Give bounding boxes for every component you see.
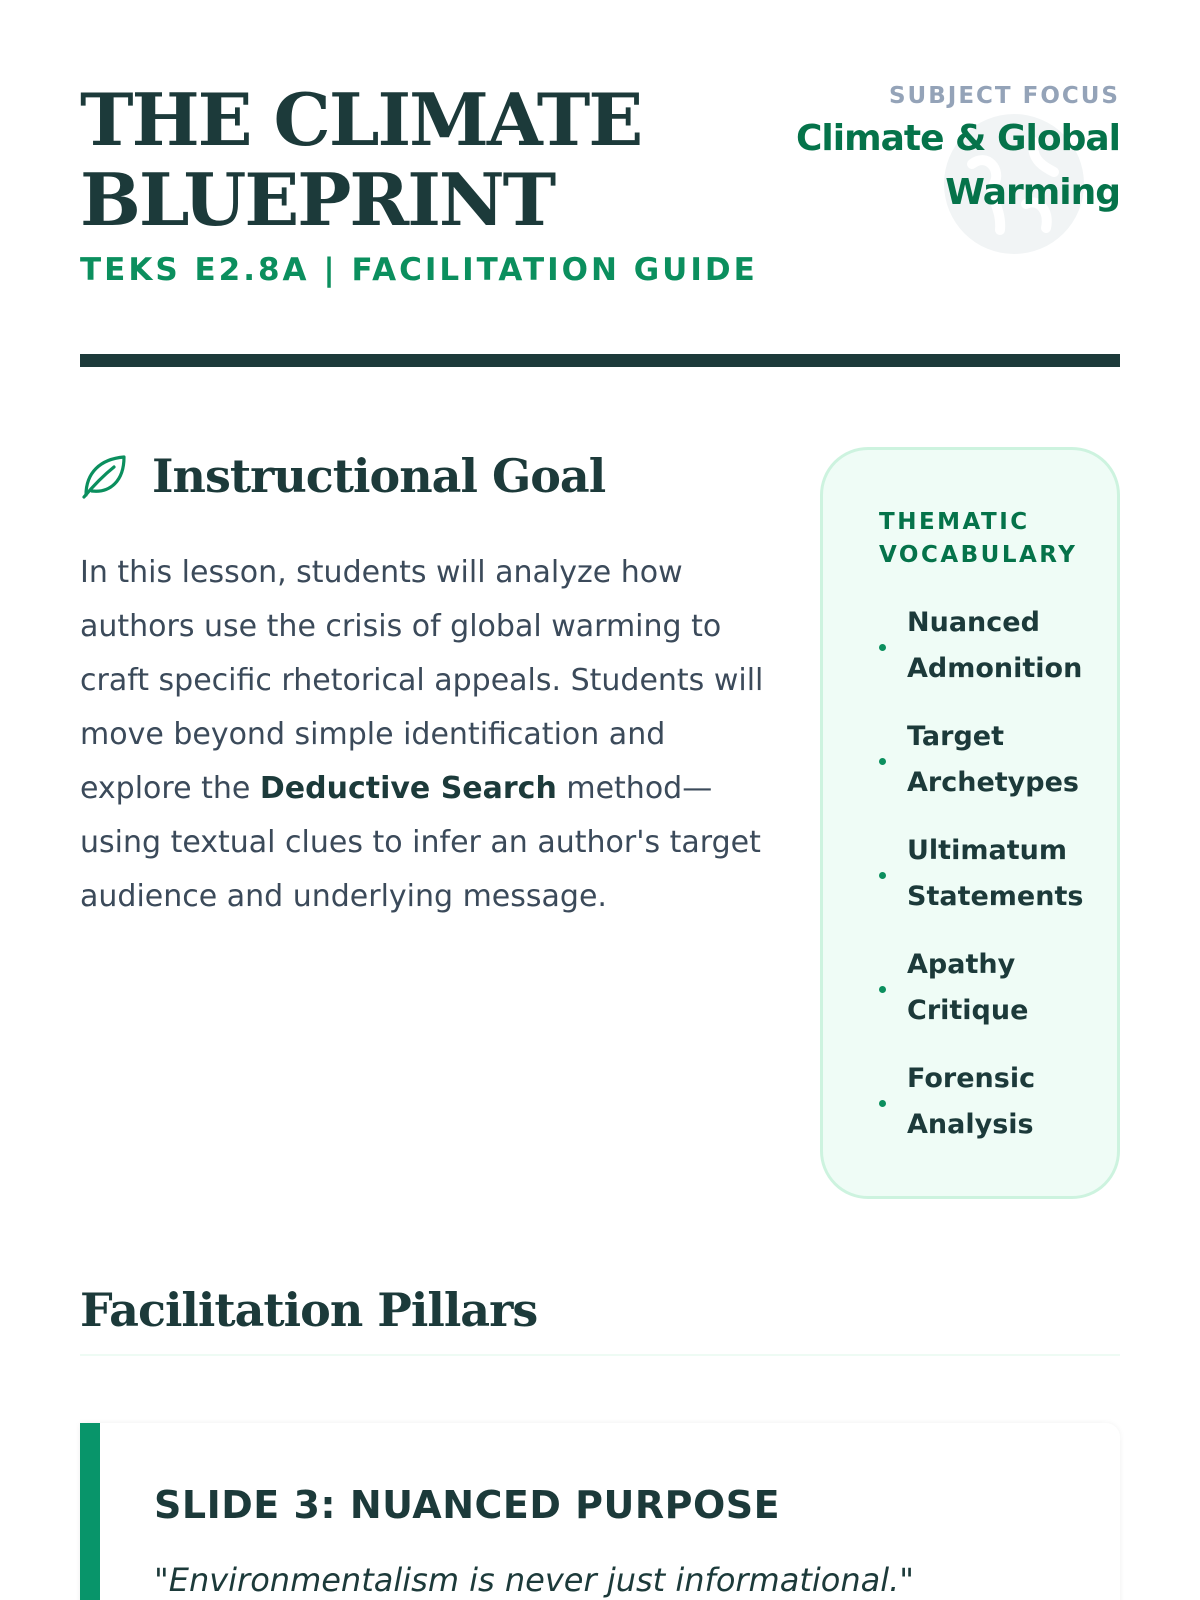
slide-card-quote: "Environmentalism is never just informational." (154, 1561, 915, 1599)
subject-focus-label: SUBJECT FOCUS (888, 83, 1120, 109)
vocabulary-list (879, 600, 1117, 1148)
vocabulary-item (879, 600, 1097, 692)
vocabulary-item (879, 942, 1097, 1034)
document-title: THE CLIMATE BLUEPRINT (80, 77, 642, 242)
subject-focus (740, 80, 1120, 220)
bullet-dot (879, 1100, 886, 1107)
bullet-dot (879, 986, 886, 993)
document-header (80, 77, 1120, 320)
section-rule (80, 1354, 1120, 1356)
page (80, 0, 1120, 1600)
instructional-goal-title: Instructional Goal (152, 449, 606, 503)
goal-body-emphasis: Deductive Search (259, 771, 557, 806)
vocabulary-item (879, 828, 1097, 920)
vocabulary-item (879, 1056, 1097, 1148)
vocabulary-term: Ultimatum Statements (907, 835, 1084, 912)
instructional-goal-body (80, 546, 770, 924)
facilitation-pillars-title: Facilitation Pillars (80, 1283, 538, 1337)
vocabulary-term: Apathy Critique (907, 949, 1029, 1026)
goal-body-intro: In this lesson, students will analyze how authors use the crisis of global warming to craft specific rhetorical appeals. Students will move beyond simple identification and explore the (80, 555, 764, 806)
goal-body-outro: method—using textual clues to infer an author's target audience and underlying message. (80, 771, 761, 914)
document-subtitle: TEKS E2.8A | FACILITATION GUIDE (80, 252, 758, 288)
vocabulary-term: Forensic Analysis (907, 1063, 1036, 1140)
bullet-dot (879, 872, 886, 879)
header-divider (80, 354, 1120, 367)
slide-accent-bar (80, 1423, 100, 1600)
thematic-vocabulary-card (820, 447, 1120, 1199)
subject-focus-value: Climate & Global Warming (795, 118, 1120, 213)
vocabulary-item (879, 714, 1097, 806)
slide-card-title: SLIDE 3: NUANCED PURPOSE (154, 1483, 781, 1527)
leaf-icon (80, 451, 130, 501)
bullet-dot (879, 644, 886, 651)
vocabulary-term: Target Archetypes (907, 721, 1079, 798)
slide-card (80, 1423, 1120, 1600)
instructional-goal-heading (80, 446, 605, 506)
vocabulary-term: Nuanced Admonition (907, 607, 1083, 684)
vocabulary-title: THEMATIC VOCABULARY (879, 509, 1078, 568)
bullet-dot (879, 758, 886, 765)
